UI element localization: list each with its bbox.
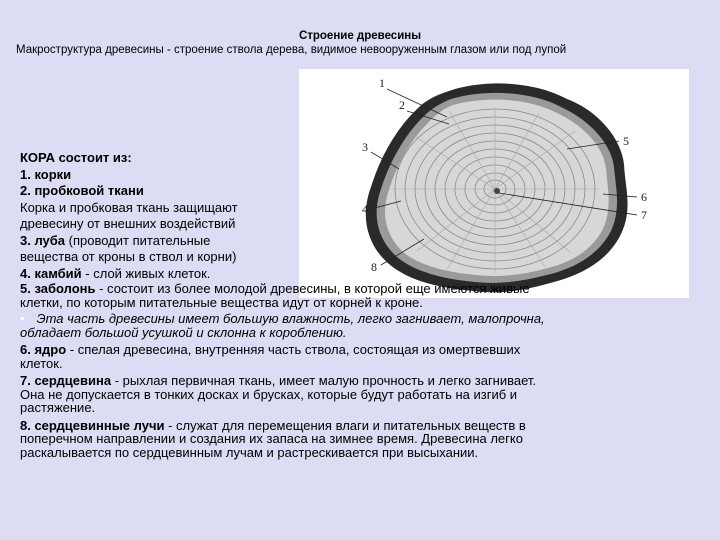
zabolon-line-2: клетки, по которым питательные вещества идут от корней к кроне. bbox=[20, 294, 423, 310]
label-7: 7 bbox=[641, 208, 647, 222]
zabolon-italic-line-1: • Эта часть древесины имеет большую влажность, легко загнивает, малопрочна, bbox=[20, 311, 545, 326]
luchi-line-1: 8. сердцевинные лучи - служат для перемещения влаги и питательных веществ в bbox=[20, 417, 526, 433]
page-subtitle: Макроструктура древесины - строение ствола дерева, видимое невооруженным глазом или под лупой bbox=[16, 44, 567, 56]
body-text bbox=[20, 150, 710, 459]
yadro-line-1: 6. ядро - спелая древесина, внутренняя часть ствола, состоящая из омертвевших bbox=[20, 342, 521, 357]
kora-item-3: 3. луба (проводит питательные bbox=[20, 232, 211, 248]
label-2: 2 bbox=[399, 98, 405, 112]
zabolon-line-1: 5. заболонь - состоит из более молодой древесины, в которой еще имеются живые bbox=[20, 281, 530, 296]
label-4: 4 bbox=[362, 202, 368, 216]
label-6: 6 bbox=[641, 190, 647, 204]
zabolon-italic-line-2: обладает большой усушкой и склонна к короблению. bbox=[20, 324, 347, 340]
kora-item-3-line-2: вещества от кроны в ствол и корни) bbox=[20, 249, 237, 264]
serdtsevina-line-3: растяжение. bbox=[20, 400, 96, 415]
kora-heading: КОРА состоит из: bbox=[20, 150, 132, 165]
serdtsevina-line-2: Она не допускается в тонких досках и брусках, которые будут работать на изгиб и bbox=[20, 386, 518, 402]
page-title: Строение древесины bbox=[298, 30, 422, 42]
serdtsevina-line-1: 7. сердцевина - рыхлая первичная ткань, имеет малую прочность и легко загнивает. bbox=[20, 373, 537, 388]
label-8: 8 bbox=[371, 260, 377, 274]
kora-item-2: 2. пробковой ткани bbox=[20, 183, 144, 198]
label-3: 3 bbox=[362, 140, 368, 154]
label-5: 5 bbox=[623, 134, 629, 148]
luchi-line-3: раскалывается по сердцевинным лучам и растрескивается при высыхании. bbox=[20, 444, 479, 460]
kora-desc-line-1: Корка и пробковая ткань защищают bbox=[20, 199, 238, 215]
luchi-line-2: поперечном направлении и создания их запаса на зимнее время. Древесина легко bbox=[20, 431, 523, 446]
kora-desc-line-2: древесину от внешних воздействий bbox=[20, 216, 236, 231]
yadro-line-2: клеток. bbox=[20, 355, 63, 371]
label-1: 1 bbox=[379, 76, 385, 90]
kora-item-4: 4. камбий - слой живых клеток. bbox=[20, 265, 211, 281]
kora-item-1: 1. корки bbox=[20, 166, 72, 182]
